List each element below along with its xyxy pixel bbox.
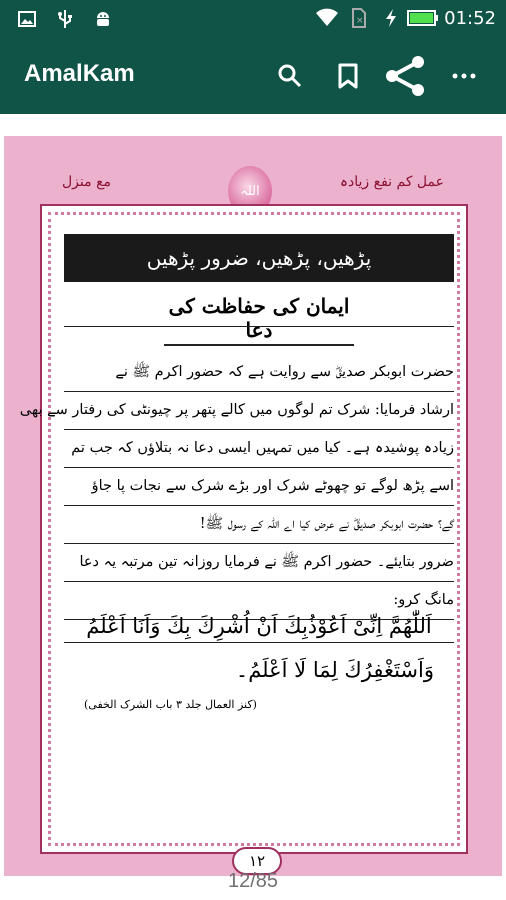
usb-icon	[54, 8, 76, 30]
text-line: ضرور بتایئے۔ حضور اکرم ﷺ نے فرمایا روزانہ تین مرتبہ یہ دعا	[64, 544, 454, 582]
text-line: ارشاد فرمایا: شرک تم لوگوں میں کالے پتھر پر چیونٹی کی رفتار سے بھی	[64, 392, 454, 430]
share-button[interactable]	[382, 52, 430, 100]
arabic-dua-line-2: وَاَسْتَغْفِرُكَ لِمَا لَا اَعْلَمُ۔	[235, 658, 434, 682]
more-icon	[452, 72, 476, 80]
sim-icon	[348, 7, 370, 29]
app-title: AmalKam	[24, 60, 135, 87]
share-icon	[384, 54, 428, 98]
text-line: حضرت ابوبکر صدیقؓ سے روایت ہے کہ حضور اکرم ﷺ نے	[64, 354, 454, 392]
app-bar	[0, 38, 506, 114]
body-text	[19, 354, 454, 620]
banner: پڑھیں، پڑھیں، ضرور پڑھیں	[64, 234, 454, 282]
allah-emblem: اللہ	[228, 166, 272, 216]
search-icon	[277, 63, 303, 89]
bookmark-button[interactable]	[324, 52, 372, 100]
charging-icon	[380, 7, 402, 29]
text-area	[19, 234, 454, 764]
search-button[interactable]	[266, 52, 314, 100]
page-header-right: عمل کم نفع زیادہ	[339, 174, 444, 190]
status-bar	[0, 0, 506, 38]
page-counter: 12/85	[227, 870, 279, 892]
text-line: مانگ کرو:	[64, 582, 454, 620]
more-options-button[interactable]	[440, 52, 488, 100]
divider	[64, 326, 454, 327]
text-line: زیادہ پوشیدہ ہے۔ کیا میں تمہیں ایسی دعا نہ بتلاؤں کہ جب تم	[64, 430, 454, 468]
page-title: ایمان کی حفاظت کی دعا	[164, 294, 354, 346]
reference-note: (کنز العمال جلد ۳ باب الشرک الخفی)	[84, 698, 257, 711]
text-line: اسے پڑھ لوگے تو چھوٹے شرک اور بڑے شرک سے نجات پا جاؤ	[64, 468, 454, 506]
reader-content[interactable]	[0, 114, 506, 900]
image-icon	[16, 8, 38, 30]
arabic-dua-line-1: اَللّٰھُمَّ اِنِّیْ اَعُوْذُبِكَ اَنْ اُشْرِكَ بِكَ وَاَنَا اَعْلَمُ	[64, 614, 454, 643]
bookmark-icon	[337, 63, 359, 89]
android-icon	[92, 8, 114, 30]
battery-icon	[412, 7, 434, 29]
page-header-left: مع منزل	[62, 174, 112, 190]
page-number-badge: ۱۲	[232, 847, 282, 875]
book-page[interactable]	[4, 136, 502, 876]
text-line: گے؟ حضرت ابوبکر صدیقؓ نے عرض کیا اے اللہ کے رسول ﷺ!	[64, 506, 454, 544]
svg-text:×: ×	[356, 16, 364, 26]
wifi-icon	[316, 7, 338, 29]
clock: 01:52	[444, 7, 496, 29]
